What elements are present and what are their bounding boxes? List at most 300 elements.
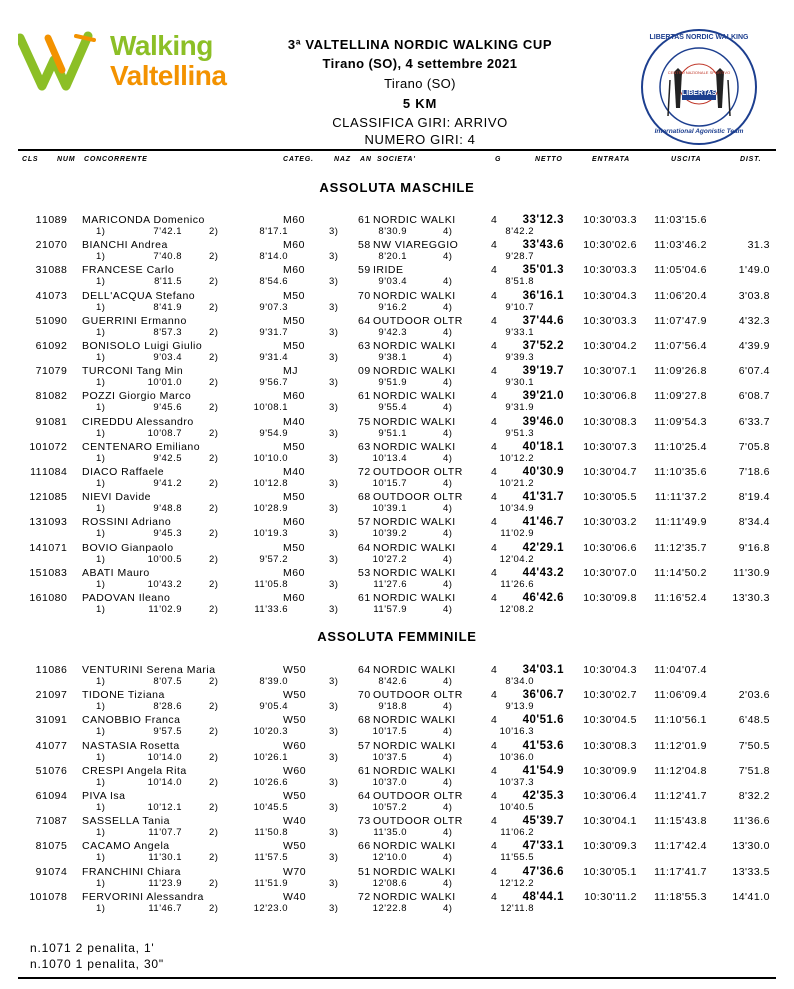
club: OUTDOOR OLTR — [373, 790, 463, 802]
lap-3-time: 10'39.1 — [372, 503, 407, 515]
lap-2-time: 10'20.3 — [253, 726, 288, 738]
lap-1-time: 9'45.3 — [153, 528, 182, 540]
net-time: 41'46.7 — [522, 516, 564, 529]
club: NORDIC WALKI — [373, 890, 456, 903]
lap-1-time: 7'40.8 — [153, 251, 182, 263]
lap-3-label: 3) — [329, 503, 339, 515]
gap: 8'32.2 — [738, 790, 770, 802]
lap-4-label: 4) — [443, 326, 453, 338]
finish-time: 11:12'04.8 — [654, 764, 707, 777]
lap-4-time: 10'36.0 — [499, 751, 534, 763]
lap-3-time: 10'37.0 — [372, 776, 407, 788]
lap-3-time: 9'18.8 — [378, 701, 407, 713]
bib-number: 1089 — [42, 214, 68, 226]
finish-time: 11:06'20.4 — [654, 289, 707, 302]
bib-number: 1091 — [42, 714, 68, 727]
table-row — [0, 840, 794, 866]
start-time: 10:30'07.3 — [583, 440, 637, 453]
category: M60 — [283, 390, 305, 403]
birth-year: 73 — [358, 815, 371, 828]
table-row — [0, 765, 794, 791]
lap-3-time: 10'39.2 — [372, 528, 407, 540]
net-time: 33'43.6 — [522, 239, 564, 252]
finish-time: 11:09'27.8 — [654, 390, 707, 403]
rank: 9 — [35, 415, 42, 428]
lap-1-time: 11'30.1 — [148, 852, 182, 864]
category: W60 — [283, 764, 307, 777]
gap: 6'48.5 — [738, 714, 770, 727]
start-time: 10:30'08.3 — [583, 415, 637, 428]
birth-year: 68 — [358, 491, 371, 504]
category: M50 — [283, 340, 305, 352]
lap-1-label: 1) — [96, 751, 106, 763]
lap-3-label: 3) — [329, 726, 339, 738]
bib-number: 1074 — [42, 865, 68, 878]
category: W50 — [283, 689, 307, 702]
finish-time: 11:17'41.7 — [654, 865, 707, 878]
lap-2-time: 9'07.3 — [259, 301, 288, 313]
table-row — [0, 290, 794, 316]
finish-time: 11:15'43.8 — [654, 815, 707, 828]
club: NORDIC WALKI — [373, 340, 456, 352]
bib-number: 1070 — [42, 239, 68, 252]
lap-3-label: 3) — [329, 352, 339, 363]
lap-1-label: 1) — [96, 578, 106, 590]
gap: 4'32.3 — [738, 314, 770, 327]
gap: 6'33.7 — [738, 415, 770, 428]
bib-number: 1084 — [42, 466, 68, 478]
net-time: 40'18.1 — [522, 440, 564, 453]
net-time: 48'44.1 — [522, 890, 564, 903]
start-time: 10:30'09.8 — [583, 592, 637, 604]
footer-divider — [18, 977, 776, 979]
lap-1-label: 1) — [96, 776, 106, 788]
lap-1-label: 1) — [96, 852, 106, 864]
athlete-name: DELL'ACQUA Stefano — [82, 289, 196, 302]
lap-3-label: 3) — [329, 852, 339, 864]
club: NORDIC WALKI — [373, 739, 456, 752]
net-time: 42'29.1 — [522, 541, 564, 554]
birth-year: 64 — [358, 314, 371, 327]
birth-year: 59 — [358, 264, 371, 277]
lap-3-time: 8'30.9 — [378, 226, 407, 237]
gap: 7'51.8 — [738, 764, 770, 777]
lap-4-label: 4) — [443, 251, 453, 263]
lap-1-label: 1) — [96, 503, 106, 515]
birth-year: 72 — [358, 466, 371, 478]
lap-4-time: 10'21.2 — [499, 478, 534, 489]
club: IRIDE — [373, 264, 404, 277]
col-header-netto: NETTO — [535, 156, 563, 163]
lap-1-label: 1) — [96, 452, 106, 464]
club: OUTDOOR OLTR — [373, 689, 463, 702]
lap-3-time: 9'55.4 — [378, 402, 407, 414]
bib-number: 1078 — [42, 890, 68, 903]
lap-3-label: 3) — [329, 553, 339, 565]
lap-4-label: 4) — [443, 578, 453, 590]
bib-number: 1092 — [42, 340, 68, 352]
lap-3-time: 10'57.2 — [372, 802, 407, 813]
lap-2-label: 2) — [209, 276, 219, 288]
start-time: 10:30'06.6 — [583, 541, 637, 554]
gap: 31.3 — [747, 239, 770, 252]
laps-done: 4 — [491, 865, 498, 878]
birth-year: 64 — [358, 790, 371, 802]
athlete-name: FRANCESE Carlo — [82, 264, 175, 277]
net-time: 41'53.6 — [522, 739, 564, 752]
lap-4-label: 4) — [443, 701, 453, 713]
start-time: 10:30'07.0 — [583, 566, 637, 579]
table-row — [0, 689, 794, 715]
club: NORDIC WALKI — [373, 289, 456, 302]
lap-1-label: 1) — [96, 301, 106, 313]
col-header-num: NUM — [57, 156, 76, 163]
category: M40 — [283, 466, 305, 478]
lap-3-label: 3) — [329, 802, 339, 813]
start-time: 10:30'08.3 — [583, 739, 637, 752]
start-time: 10:30'11.2 — [584, 890, 637, 903]
gap: 1'49.0 — [738, 264, 770, 277]
lap-4-time: 11'55.5 — [500, 852, 534, 864]
birth-year: 63 — [358, 440, 371, 453]
net-time: 45'39.7 — [522, 815, 564, 828]
lap-4-label: 4) — [443, 276, 453, 288]
lap-3-time: 11'57.9 — [373, 604, 407, 615]
category: W70 — [283, 865, 307, 878]
lap-1-label: 1) — [96, 226, 106, 237]
birth-year: 63 — [358, 340, 371, 352]
start-time: 10:30'02.6 — [583, 239, 637, 252]
laps-done: 4 — [491, 390, 498, 403]
lap-2-time: 10'26.6 — [253, 776, 288, 788]
bib-number: 1083 — [42, 566, 68, 579]
category: W50 — [283, 714, 307, 727]
finish-time: 11:14'50.2 — [654, 566, 707, 579]
gap: 8'19.4 — [738, 491, 770, 504]
table-row — [0, 891, 794, 917]
lap-3-label: 3) — [329, 251, 339, 263]
lap-4-time: 12'08.2 — [499, 604, 534, 615]
laps-done: 4 — [491, 314, 498, 327]
start-time: 10:30'04.7 — [583, 466, 637, 478]
lap-3-time: 8'20.1 — [378, 251, 407, 263]
lap-3-time: 11'35.0 — [373, 827, 407, 839]
rank: 7 — [35, 365, 42, 378]
birth-year: 70 — [358, 289, 371, 302]
birth-year: 70 — [358, 689, 371, 702]
lap-3-label: 3) — [329, 877, 339, 889]
lap-2-time: 9'54.9 — [259, 427, 288, 439]
bib-number: 1075 — [42, 840, 68, 853]
laps-done: 4 — [491, 365, 498, 378]
header-divider — [18, 149, 776, 151]
club: NORDIC WALKI — [373, 365, 456, 378]
lap-1-time: 9'45.6 — [153, 402, 182, 414]
classification-type: CLASSIFICA GIRI: ARRIVO — [332, 115, 508, 130]
category: M60 — [283, 566, 305, 579]
club: OUTDOOR OLTR — [373, 466, 463, 478]
rank: 3 — [35, 714, 42, 727]
finish-time: 11:10'35.6 — [654, 466, 707, 478]
lap-2-label: 2) — [209, 902, 219, 914]
finish-time: 11:04'07.4 — [654, 664, 707, 676]
athlete-name: VENTURINI Serena Maria — [82, 664, 216, 676]
birth-year: 09 — [358, 365, 371, 378]
athlete-name: TURCONI Tang Min — [82, 365, 184, 378]
lap-2-label: 2) — [209, 802, 219, 813]
rank: 14 — [29, 541, 42, 554]
lap-3-label: 3) — [329, 478, 339, 489]
lap-2-label: 2) — [209, 226, 219, 237]
laps-done: 4 — [491, 289, 498, 302]
category: W40 — [283, 815, 307, 828]
lap-4-label: 4) — [443, 751, 453, 763]
athlete-name: DIACO Raffaele — [82, 466, 165, 478]
club: NORDIC WALKI — [373, 390, 456, 403]
lap-4-label: 4) — [443, 377, 453, 389]
lap-4-time: 12'11.8 — [500, 902, 534, 914]
club: NORDIC WALKI — [373, 592, 456, 604]
lap-3-label: 3) — [329, 751, 339, 763]
rank: 5 — [35, 314, 42, 327]
laps-done: 4 — [491, 890, 498, 903]
bib-number: 1082 — [42, 390, 68, 403]
athlete-name: GUERRINI Ermanno — [82, 314, 187, 327]
penalty-note-2: n.1070 1 penalita, 30" — [30, 957, 164, 971]
lap-1-time: 8'11.5 — [154, 276, 182, 288]
rank: 1 — [35, 214, 42, 226]
lap-1-time: 10'14.0 — [147, 751, 182, 763]
athlete-name: CIREDDU Alessandro — [82, 415, 194, 428]
club: OUTDOOR OLTR — [373, 815, 463, 828]
finish-time: 11:05'04.6 — [654, 264, 707, 277]
lap-2-label: 2) — [209, 377, 219, 389]
laps-done: 4 — [491, 440, 498, 453]
birth-year: 51 — [358, 865, 371, 878]
lap-4-label: 4) — [443, 902, 453, 914]
event-place: Tirano (SO) — [384, 76, 456, 91]
net-time: 39'21.0 — [522, 390, 564, 403]
start-time: 10:30'04.1 — [583, 815, 637, 828]
lap-1-label: 1) — [96, 902, 106, 914]
lap-4-time: 11'26.6 — [500, 578, 534, 590]
lap-3-label: 3) — [329, 604, 339, 615]
rank: 5 — [35, 764, 42, 777]
table-row — [0, 740, 794, 766]
lap-4-label: 4) — [443, 852, 453, 864]
rank: 6 — [35, 340, 42, 352]
lap-4-time: 10'40.5 — [499, 802, 534, 813]
bib-number: 1086 — [42, 664, 68, 676]
athlete-name: MARICONDA Domenico — [82, 214, 205, 226]
lap-2-time: 10'19.3 — [253, 528, 288, 540]
lap-4-time: 8'42.2 — [505, 226, 534, 237]
rank: 8 — [35, 840, 42, 853]
lap-3-label: 3) — [329, 528, 339, 540]
table-row — [0, 714, 794, 740]
bib-number: 1079 — [42, 365, 68, 378]
lap-1-time: 11'07.7 — [148, 827, 182, 839]
finish-time: 11:12'41.7 — [654, 790, 707, 802]
lap-4-time: 9'39.3 — [505, 352, 534, 363]
lap-1-time: 10'08.7 — [147, 427, 182, 439]
lap-1-time: 11'23.9 — [148, 877, 182, 889]
lap-2-time: 9'05.4 — [259, 701, 288, 713]
lap-4-label: 4) — [443, 503, 453, 515]
club: NORDIC WALKI — [373, 541, 456, 554]
lap-4-time: 11'02.9 — [500, 528, 534, 540]
birth-year: 64 — [358, 541, 371, 554]
lap-1-label: 1) — [96, 802, 106, 813]
lap-4-time: 8'51.8 — [505, 276, 534, 288]
rank: 10 — [29, 440, 42, 453]
birth-year: 61 — [358, 390, 371, 403]
walking-valtellina-logo — [18, 28, 248, 98]
athlete-name: CENTENARO Emiliano — [82, 440, 201, 453]
lap-1-time: 7'42.1 — [153, 226, 182, 237]
lap-4-time: 9'28.7 — [505, 251, 534, 263]
lap-3-time: 9'16.2 — [378, 301, 407, 313]
lap-3-label: 3) — [329, 701, 339, 713]
lap-2-time: 9'31.4 — [259, 352, 288, 363]
club: NORDIC WALKI — [373, 714, 456, 727]
logo-center-top-text: CENTRO NAZIONALE SPORTIVO — [667, 70, 731, 75]
net-time: 42'35.3 — [522, 790, 564, 802]
rank: 2 — [35, 689, 42, 702]
start-time: 10:30'06.8 — [583, 390, 637, 403]
athlete-name: PADOVAN Ileano — [82, 592, 171, 604]
bib-number: 1076 — [42, 764, 68, 777]
laps-done: 4 — [491, 689, 498, 702]
start-time: 10:30'04.2 — [583, 340, 637, 352]
bib-number: 1085 — [42, 491, 68, 504]
lap-2-time: 8'39.0 — [259, 676, 288, 687]
lap-1-label: 1) — [96, 276, 106, 288]
bib-number: 1087 — [42, 815, 68, 828]
rank: 8 — [35, 390, 42, 403]
finish-time: 11:07'47.9 — [654, 314, 707, 327]
net-time: 40'30.9 — [522, 466, 564, 478]
lap-4-time: 10'34.9 — [499, 503, 534, 515]
lap-4-time: 12'04.2 — [499, 553, 534, 565]
finish-time: 11:11'37.2 — [654, 491, 707, 504]
lap-2-label: 2) — [209, 503, 219, 515]
lap-2-label: 2) — [209, 478, 219, 489]
gap: 7'05.8 — [738, 440, 770, 453]
laps-done: 4 — [491, 815, 498, 828]
birth-year: 53 — [358, 566, 371, 579]
rank: 12 — [29, 491, 42, 504]
rank: 4 — [35, 289, 42, 302]
col-header-societa: SOCIETA' — [377, 156, 416, 163]
table-row — [0, 592, 794, 618]
lap-1-label: 1) — [96, 402, 106, 414]
bib-number: 1093 — [42, 516, 68, 529]
athlete-name: TIDONE Tiziana — [82, 689, 165, 702]
lap-4-label: 4) — [443, 478, 453, 489]
start-time: 10:30'09.9 — [583, 764, 637, 777]
lap-count: NUMERO GIRI: 4 — [364, 132, 476, 147]
lap-3-time: 9'03.4 — [378, 276, 407, 288]
table-row — [0, 441, 794, 467]
lap-4-time: 9'10.7 — [505, 301, 534, 313]
lap-4-label: 4) — [443, 402, 453, 414]
category: M50 — [283, 491, 305, 504]
logo-word-walking: Walking — [110, 30, 213, 61]
lap-1-time: 11'46.7 — [148, 902, 182, 914]
lap-2-time: 9'56.7 — [259, 377, 288, 389]
lap-1-label: 1) — [96, 676, 106, 687]
event-date: Tirano (SO), 4 settembre 2021 — [322, 56, 518, 71]
lap-3-label: 3) — [329, 776, 339, 788]
finish-time: 11:16'52.4 — [654, 592, 707, 604]
section-title-maschile: ASSOLUTA MASCHILE — [319, 180, 475, 195]
lap-2-label: 2) — [209, 452, 219, 464]
lap-4-time: 11'06.2 — [500, 827, 534, 839]
finish-time: 11:09'54.3 — [654, 415, 707, 428]
lap-3-label: 3) — [329, 578, 339, 590]
lap-2-label: 2) — [209, 528, 219, 540]
lap-2-label: 2) — [209, 877, 219, 889]
lap-3-label: 3) — [329, 452, 339, 464]
laps-done: 4 — [491, 764, 498, 777]
lap-2-time: 12'23.0 — [253, 902, 288, 914]
lap-4-label: 4) — [443, 802, 453, 813]
gap: 7'18.6 — [738, 466, 770, 478]
start-time: 10:30'03.3 — [583, 214, 637, 226]
category: M50 — [283, 440, 305, 453]
birth-year: 61 — [358, 764, 371, 777]
net-time: 41'54.9 — [522, 764, 564, 777]
net-time: 37'44.6 — [522, 314, 564, 327]
gap: 3'03.8 — [738, 289, 770, 302]
table-row — [0, 340, 794, 366]
lap-3-time: 9'51.9 — [378, 377, 407, 389]
col-header-categ: CATEG. — [283, 156, 314, 163]
laps-done: 4 — [491, 790, 498, 802]
lap-2-time: 11'33.6 — [254, 604, 288, 615]
table-row — [0, 491, 794, 517]
lap-4-label: 4) — [443, 352, 453, 363]
laps-done: 4 — [491, 541, 498, 554]
col-header-name: CONCORRENTE — [84, 156, 148, 163]
lap-4-time: 9'33.1 — [505, 326, 534, 338]
category: W40 — [283, 890, 307, 903]
logo-arc-top-text: LIBERTAS NORDIC WALKING — [649, 34, 749, 41]
club: NORDIC WALKI — [373, 516, 456, 529]
lap-3-time: 9'51.1 — [378, 427, 407, 439]
rank: 7 — [35, 815, 42, 828]
lap-3-label: 3) — [329, 276, 339, 288]
club: NORDIC WALKI — [373, 566, 456, 579]
table-row — [0, 815, 794, 841]
start-time: 10:30'04.5 — [583, 714, 637, 727]
table-row — [0, 239, 794, 265]
net-time: 33'12.3 — [522, 214, 564, 226]
lap-4-label: 4) — [443, 553, 453, 565]
bib-number: 1094 — [42, 790, 68, 802]
lap-3-time: 10'27.2 — [372, 553, 407, 565]
laps-done: 4 — [491, 340, 498, 352]
lap-1-time: 8'07.5 — [153, 676, 182, 687]
athlete-name: ABATI Mauro — [82, 566, 150, 579]
lap-2-label: 2) — [209, 827, 219, 839]
lap-3-time: 9'38.1 — [378, 352, 407, 363]
gap: 2'03.6 — [738, 689, 770, 702]
rank: 3 — [35, 264, 42, 277]
lap-2-time: 11'05.8 — [254, 578, 288, 590]
lap-2-label: 2) — [209, 751, 219, 763]
